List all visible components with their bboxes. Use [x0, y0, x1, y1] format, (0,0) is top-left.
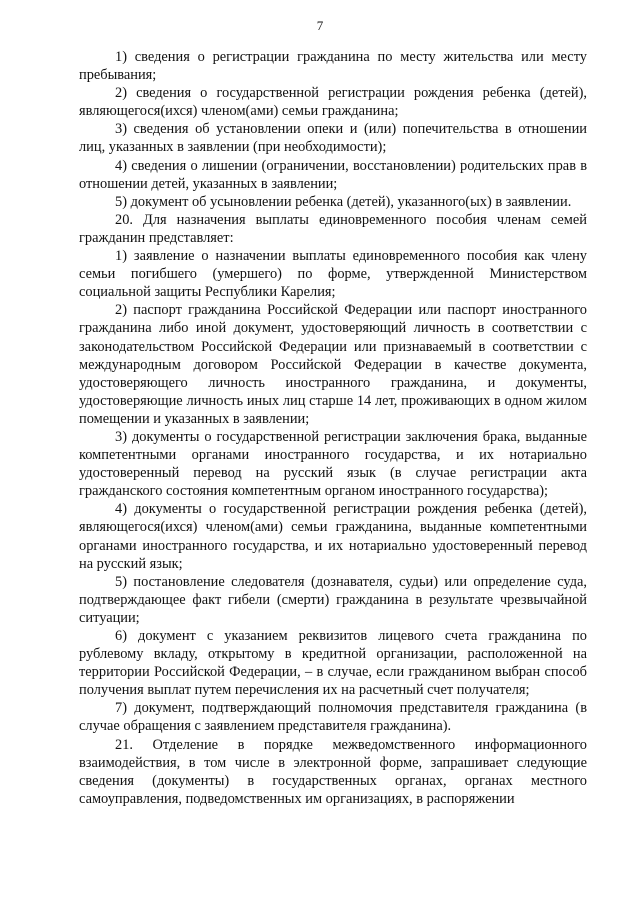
- paragraph-bank-account: 6) документ с указанием реквизитов лицевого счета гражданина по рублевому вкладу, открытому в кредитной организации, расположенной на территории Российской Федерации, – в случае, если гражданином выбран способ получения выплат путем перечисления их на расчетный счет получателя;: [79, 628, 587, 699]
- paragraph-investigator-resolution: 5) постановление следователя (дознавателя, судьи) или определение суда, подтверждающее факт гибели (смерти) гражданина в результате чрезвычайной ситуации;: [79, 573, 587, 626]
- paragraph-application: 1) заявление о назначении выплаты единовременного пособия как члену семьи погибшего (умершего) по форме, утвержденной Министерством социальной защиты Республики Карелия;: [79, 248, 587, 301]
- paragraph-section-21: 21. Отделение в порядке межведомственного информационного взаимодействия, в том числе в электронной форме, запрашивает следующие сведения (документы) в государственных органах, органах местного самоуправления, подведомственных им организациях, в распоряжении: [79, 736, 587, 807]
- paragraph-passport: 2) паспорт гражданина Российской Федерации или паспорт иностранного гражданина либо иной документ, удостоверяющий личность в соответствии с законодательством Российской Федерации или признаваемый в соответствии с международным договором Российской Федерации в качестве документа, удостоверяющего личность иностранного гражданина, и документы, удостоверяющие личность иных лиц старше 14 лет, проживающих в одном жилом помещении и указанных в заявлении;: [79, 302, 587, 427]
- paragraph-birth-registration-info: 2) сведения о государственной регистрации рождения ребенка (детей), являющегося(ихся) членом(ами) семьи гражданина;: [79, 85, 587, 120]
- paragraph-guardianship-info: 3) сведения об установлении опеки и (или) попечительства в отношении лиц, указанных в заявлении (при необходимости);: [79, 121, 587, 156]
- paragraph-section-20: 20. Для назначения выплаты единовременного пособия членам семей гражданин представляет:: [79, 211, 587, 246]
- paragraph-adoption-document: 5) документ об усыновлении ребенка (детей), указанного(ых) в заявлении.: [115, 193, 572, 210]
- document-body: [79, 48, 587, 808]
- paragraph-registration-info: 1) сведения о регистрации гражданина по месту жительства или месту пребывания;: [79, 49, 587, 84]
- paragraph-parental-rights-info: 4) сведения о лишении (ограничении, восстановлении) родительских прав в отношении детей, указанных в заявлении;: [79, 157, 587, 192]
- paragraph-marriage-documents: 3) документы о государственной регистрации заключения брака, выданные компетентными органами иностранного государства, и их нотариально удостоверенный перевод на русский язык (в случае регистрации акта гражданского состояния компетентным органом иностранного государства);: [79, 428, 587, 500]
- paragraph-birth-documents: 4) документы о государственной регистрации рождения ребенка (детей), являющегося(ихся) членом(ами) семьи гражданина, выданные компетентными органами иностранного государства, и их нотариально удостоверенный перевод на русский язык;: [79, 501, 587, 572]
- page-number: 7: [316, 18, 324, 33]
- paragraph-representative-authority: 7) документ, подтверждающий полномочия представителя гражданина (в случае обращения с заявлением представителя гражданина).: [79, 700, 587, 735]
